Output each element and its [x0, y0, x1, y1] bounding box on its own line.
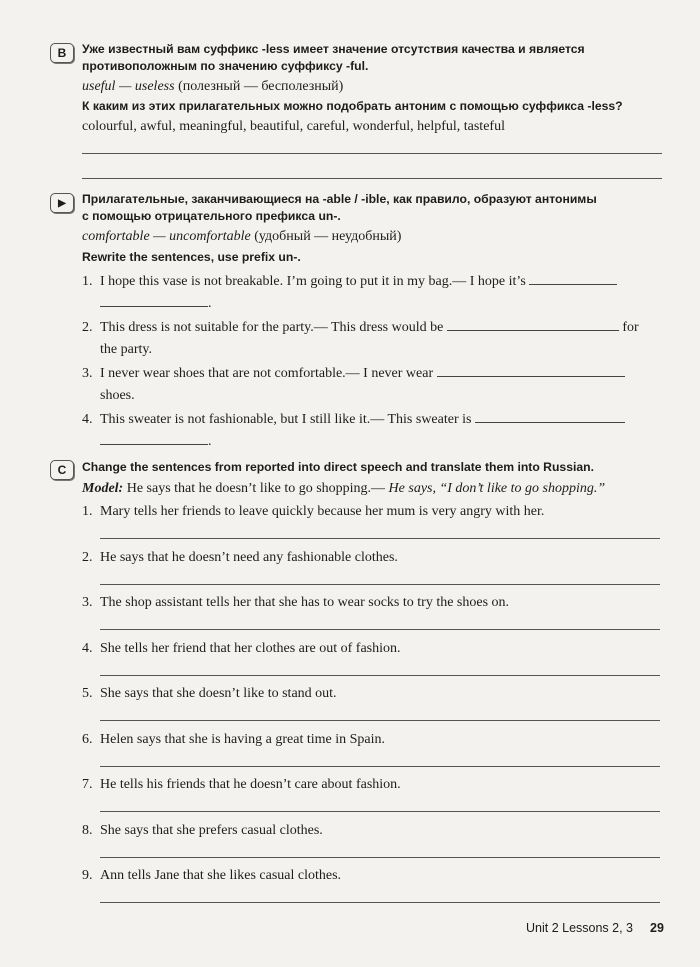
answer-blank[interactable]: [437, 364, 625, 377]
item-text: He says that he doesn’t need any fashionable clothes.: [100, 549, 398, 565]
item-number: 2.: [82, 320, 93, 335]
list-item: [82, 410, 672, 429]
list-item-continuation: [100, 294, 212, 313]
item-after: for: [622, 320, 639, 335]
item-text: She says that she prefers casual clothes.: [100, 822, 323, 838]
model-label: Model:: [82, 481, 124, 496]
play-icon: ▶: [50, 193, 74, 213]
list-item: [82, 867, 672, 885]
item-number: 4.: [82, 640, 93, 656]
item-continuation: the party.: [100, 342, 152, 357]
answer-line[interactable]: [100, 902, 660, 903]
section-b-example-translation: (полезный — бесполезный): [178, 79, 344, 94]
answer-line[interactable]: [100, 857, 660, 858]
answer-line[interactable]: [100, 766, 660, 767]
item-number: 6.: [82, 731, 93, 747]
section-b-question: К каким из этих прилагательных можно подобрать антоним с помощью суффикса -less?: [82, 99, 623, 113]
section-play-example: [82, 228, 401, 246]
section-b-intro-line2: противоположным по значению суффиксу -ful.: [82, 59, 369, 73]
list-item: [82, 776, 672, 794]
section-c-task: Change the sentences from reported into direct speech and translate them into Russian.: [82, 460, 594, 474]
list-item-continuation: [100, 432, 212, 451]
item-text: This dress is not suitable for the party.— This dress would be: [100, 320, 444, 335]
item-number: 9.: [82, 868, 93, 883]
item-number: 1.: [82, 274, 93, 289]
model-text: He says that he doesn’t like to go shopping.—: [126, 481, 386, 496]
item-text: I never wear shoes that are not comfortable.— I never wear: [100, 366, 434, 381]
section-play-example-words: comfortable — uncomfortable: [82, 229, 251, 244]
item-text: This sweater is not fashionable, but I still like it.— This sweater is: [100, 412, 472, 427]
item-number: 1.: [82, 504, 93, 519]
section-b-example-words: useful — useless: [82, 79, 175, 94]
item-continuation: .: [208, 434, 212, 449]
list-item: [82, 503, 672, 521]
item-number: 8.: [82, 822, 93, 838]
item-text: I hope this vase is not breakable. I’m going to put it in my bag.— I hope it’s: [100, 274, 526, 289]
section-b-intro-line1: Уже известный вам суффикс -less имеет значение отсутствия качества и является: [82, 42, 585, 56]
item-text: She says that she doesn’t like to stand out.: [100, 686, 337, 701]
item-continuation: shoes.: [100, 388, 135, 403]
page-number: 29: [650, 921, 664, 935]
section-b-badge: B: [50, 43, 74, 63]
answer-line[interactable]: [100, 538, 660, 539]
list-item: [82, 272, 672, 291]
section-play-intro-line2: с помощью отрицательного префикса un-.: [82, 209, 341, 223]
list-item: [82, 318, 672, 337]
item-number: 3.: [82, 595, 93, 610]
answer-line[interactable]: [100, 584, 660, 585]
answer-blank[interactable]: [100, 432, 208, 445]
item-text: Mary tells her friends to leave quickly because her mum is very angry with her.: [100, 504, 545, 519]
list-item: [82, 640, 672, 658]
list-item: [82, 364, 672, 383]
item-number: 4.: [82, 412, 93, 427]
section-play-task: Rewrite the sentences, use prefix un-.: [82, 250, 301, 264]
section-play-intro-line1: Прилагательные, заканчивающиеся на -able / -ible, как правило, образуют антонимы: [82, 192, 597, 206]
answer-blank[interactable]: [529, 272, 617, 285]
list-item: [82, 822, 672, 840]
item-text: The shop assistant tells her that she has to wear socks to try the shoes on.: [100, 595, 510, 610]
section-play-example-translation: (удобный — неудобный): [254, 229, 402, 244]
answer-line[interactable]: [100, 629, 660, 630]
footer-unit: Unit 2 Lessons 2, 3: [526, 921, 634, 935]
list-item: [82, 594, 672, 612]
answer-line[interactable]: [100, 675, 660, 676]
model-answer: He says, “I don’t like to go shopping.”: [388, 481, 606, 496]
list-item: [82, 549, 672, 567]
item-text: She tells her friend that her clothes are out of fashion.: [100, 640, 401, 656]
section-c-model: [82, 480, 682, 498]
item-continuation: .: [208, 296, 212, 311]
item-text: He tells his friends that he doesn’t care about fashion.: [100, 777, 401, 792]
answer-line[interactable]: [82, 153, 662, 154]
answer-line[interactable]: [82, 178, 662, 179]
item-text: Helen says that she is having a great time in Spain.: [100, 731, 385, 747]
item-number: 7.: [82, 777, 93, 792]
list-item: [82, 731, 672, 749]
section-b-words: colourful, awful, meaningful, beautiful, careful, wonderful, helpful, tasteful: [82, 119, 505, 134]
section-c-badge: C: [50, 460, 74, 480]
section-b-example: [82, 78, 343, 96]
answer-blank[interactable]: [475, 410, 625, 423]
item-number: 2.: [82, 549, 93, 565]
answer-blank[interactable]: [100, 294, 208, 307]
item-number: 5.: [82, 686, 93, 701]
answer-line[interactable]: [100, 811, 660, 812]
answer-blank[interactable]: [447, 318, 619, 331]
item-text: Ann tells Jane that she likes casual clothes.: [100, 868, 342, 883]
list-item: [82, 685, 672, 703]
answer-line[interactable]: [100, 720, 660, 721]
item-number: 3.: [82, 366, 93, 381]
